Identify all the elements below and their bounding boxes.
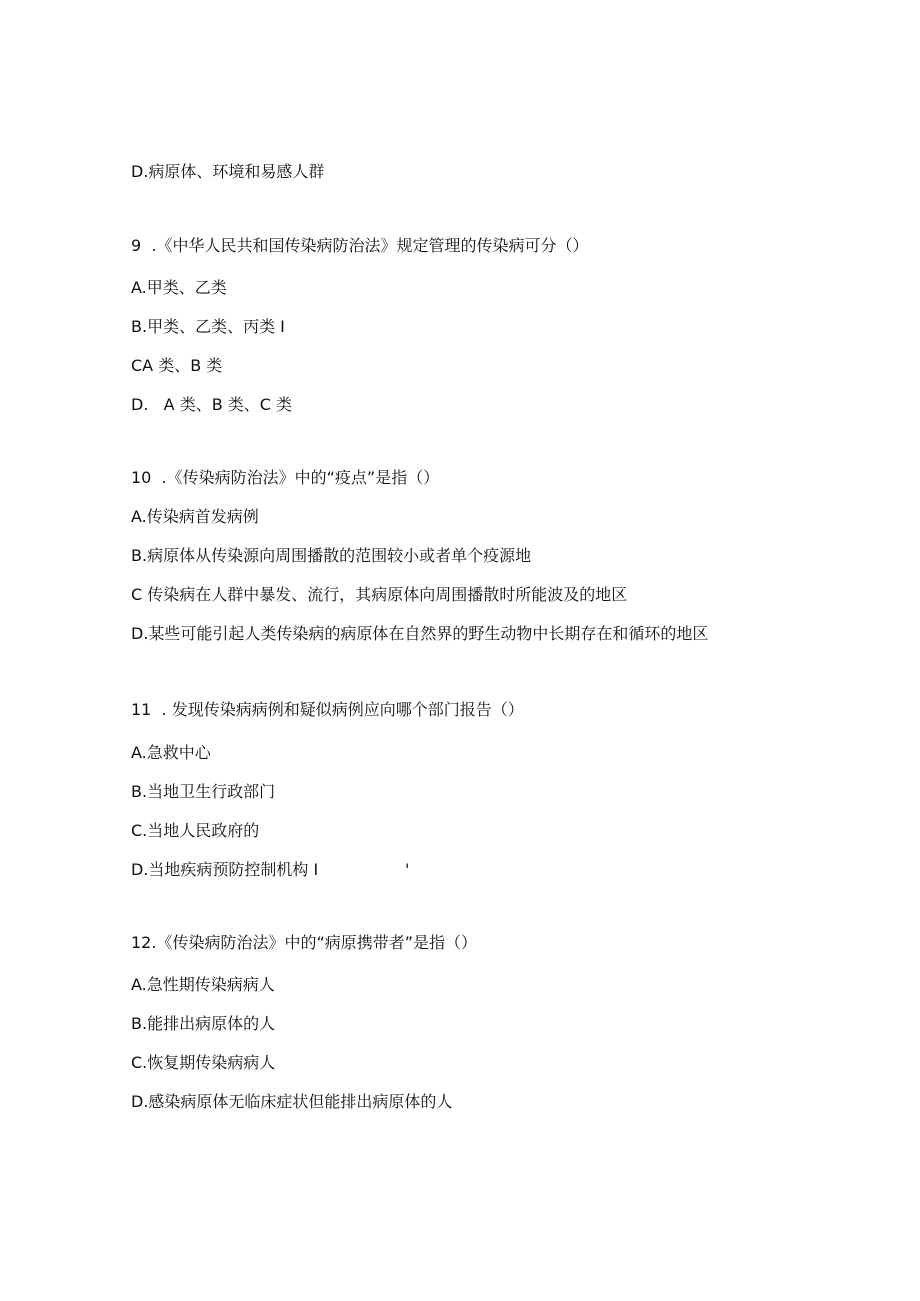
- q10-option-c: C 传染病在人群中暴发、流行，其病原体向周围播散时所能波及的地区: [131, 585, 628, 604]
- q12-option-a: A.急性期传染病病人: [131, 975, 275, 994]
- q9-option-c: CA 类、B 类: [131, 356, 223, 375]
- q11-option-c: C.当地人民政府的: [131, 821, 260, 840]
- q12-option-b: B.能排出病原体的人: [131, 1014, 276, 1033]
- q12-question: 12.《传染病防治法》中的“病原携带者”是指（）: [131, 933, 478, 952]
- q11-option-b: B.当地卫生行政部门: [131, 782, 276, 801]
- stray-mark: ': [405, 860, 410, 879]
- q9-option-d: D. A 类、B 类、C 类: [131, 395, 293, 414]
- q11-question: 11 . 发现传染病病例和疑似病例应向哪个部门报告（）: [131, 700, 524, 719]
- q11-option-a: A.急救中心: [131, 743, 211, 762]
- q9-option-b: B.甲类、乙类、丙类 I: [131, 317, 285, 336]
- q10-question: 10 .《传染病防治法》中的“疫点”是指（）: [131, 468, 440, 487]
- q10-option-b: B.病原体从传染源向周围播散的范围较小或者单个疫源地: [131, 546, 532, 565]
- q10-option-d: D.某些可能引起人类传染病的病原体在自然界的野生动物中长期存在和循环的地区: [131, 624, 709, 643]
- q8-option-d: D.病原体、环境和易感人群: [131, 162, 325, 181]
- q11-option-d: D.当地疾病预防控制机构 I: [131, 860, 319, 879]
- q12-option-d: D.感染病原体无临床症状但能排出病原体的人: [131, 1092, 453, 1111]
- q9-option-a: A.甲类、乙类: [131, 278, 227, 297]
- q12-option-c: C.恢复期传染病病人: [131, 1053, 276, 1072]
- q10-option-a: A.传染病首发病例: [131, 507, 259, 526]
- q9-question: 9 .《中华人民共和国传染病防治法》规定管理的传染病可分（）: [131, 236, 589, 255]
